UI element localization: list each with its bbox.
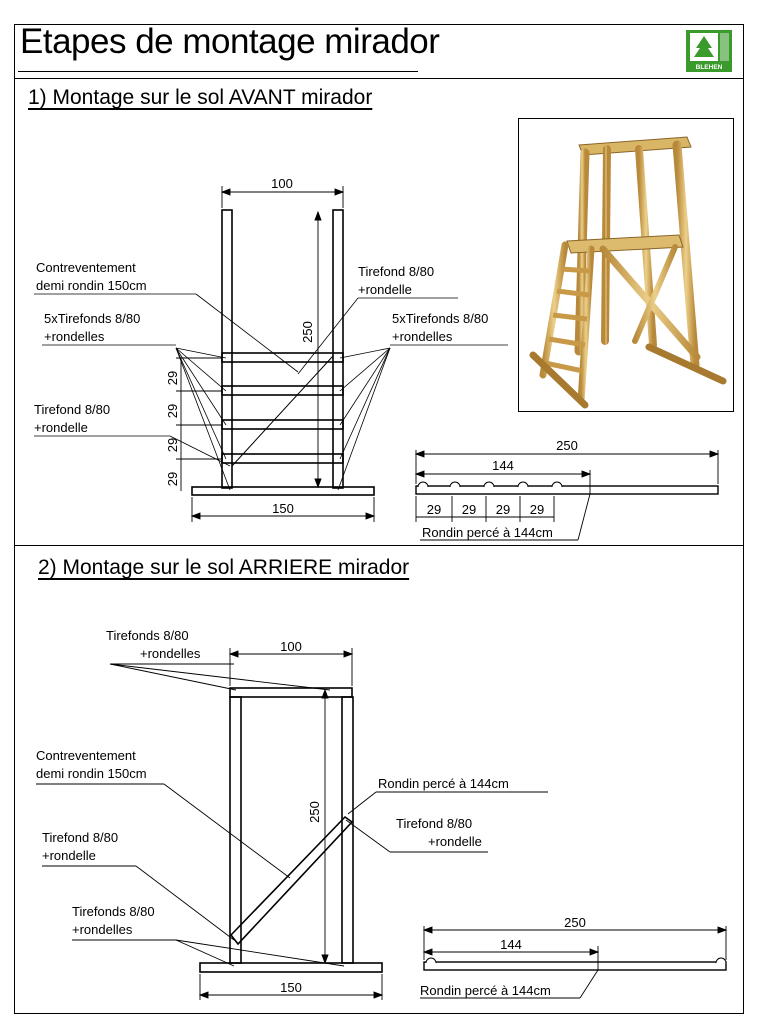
s2-base-rail: [200, 963, 382, 972]
s1-rail-gap-3: 29: [495, 502, 511, 517]
s1-rail-gap-2: 29: [461, 502, 477, 517]
dim-height-250: 250: [300, 321, 315, 343]
s1-tirefonds-left-sub: +rondelles: [44, 329, 105, 344]
page-title: Etapes de montage mirador: [20, 22, 440, 61]
dim-base-150: 150: [272, 501, 294, 516]
s2-rondin-perce-label: Rondin percé à 144cm: [378, 776, 509, 791]
dim-width-100: 100: [271, 176, 293, 191]
s2-tirefonds-top-sub: +rondelles: [140, 646, 201, 661]
s2-rail-hole-2: [716, 958, 726, 963]
dim-step-2: 29: [165, 403, 180, 419]
s1-rail-gap-4: 29: [529, 502, 545, 517]
s1-tirefond-top-label: Tirefond 8/80: [358, 264, 435, 279]
s2-tirefonds-top-label: Tirefonds 8/80: [106, 628, 189, 643]
s1-tirefonds-left-label: 5xTirefonds 8/80: [44, 311, 141, 326]
s1-tirefond-low-label: Tirefond 8/80: [34, 402, 111, 417]
s2-rail-length: 250: [564, 915, 586, 930]
s2-tirefond-left-sub: +rondelle: [42, 848, 96, 863]
s1-rail-length: 250: [556, 438, 578, 453]
s1-rail-note: Rondin percé à 144cm: [422, 525, 553, 540]
section-2-heading: 2) Montage sur le sol ARRIERE mirador: [38, 556, 410, 579]
s2-left-upright: [230, 697, 241, 963]
s2-tirefonds-bottom-sub: +rondelles: [72, 922, 133, 937]
s2-top-rail: [230, 688, 352, 697]
s2-rail-hole-1: [426, 958, 436, 963]
s1-rail-gap-1: 29: [426, 502, 442, 517]
s2-rail-mark: 144: [500, 937, 522, 952]
dim-step-3: 29: [165, 437, 180, 453]
s1-tirefond-top-sub: +rondelle: [358, 282, 412, 297]
dim-step-1: 29: [165, 370, 180, 386]
s2-tirefond-right-sub: +rondelle: [428, 834, 482, 849]
s2-dim-width-100: 100: [280, 639, 302, 654]
s1-tirefonds-right-label: 5xTirefonds 8/80: [392, 311, 489, 326]
logo-text: BLEHEN: [695, 64, 723, 71]
dim-step-4: 29: [165, 471, 180, 487]
s1-contreventement-sub: demi rondin 150cm: [36, 278, 147, 293]
s1-tirefond-low-sub: +rondelle: [34, 420, 88, 435]
s2-tirefond-right-label: Tirefond 8/80: [396, 816, 473, 831]
s2-brace: [231, 817, 352, 944]
s2-tirefonds-bottom-label: Tirefonds 8/80: [72, 904, 155, 919]
section-1-heading: 1) Montage sur le sol AVANT mirador: [28, 86, 373, 109]
s2-tirefond-left-label: Tirefond 8/80: [42, 830, 119, 845]
s2-contreventement-sub: demi rondin 150cm: [36, 766, 147, 781]
s2-rail-note: Rondin percé à 144cm: [420, 983, 551, 998]
s1-tirefonds-right-sub: +rondelles: [392, 329, 453, 344]
s2-contreventement-label: Contreventement: [36, 748, 136, 763]
s1-rail-mark: 144: [492, 458, 514, 473]
s1-contreventement-label: Contreventement: [36, 260, 136, 275]
s2-dim-base-150: 150: [280, 980, 302, 995]
s2-rail: [424, 962, 726, 970]
s2-dim-height-250: 250: [307, 801, 322, 823]
